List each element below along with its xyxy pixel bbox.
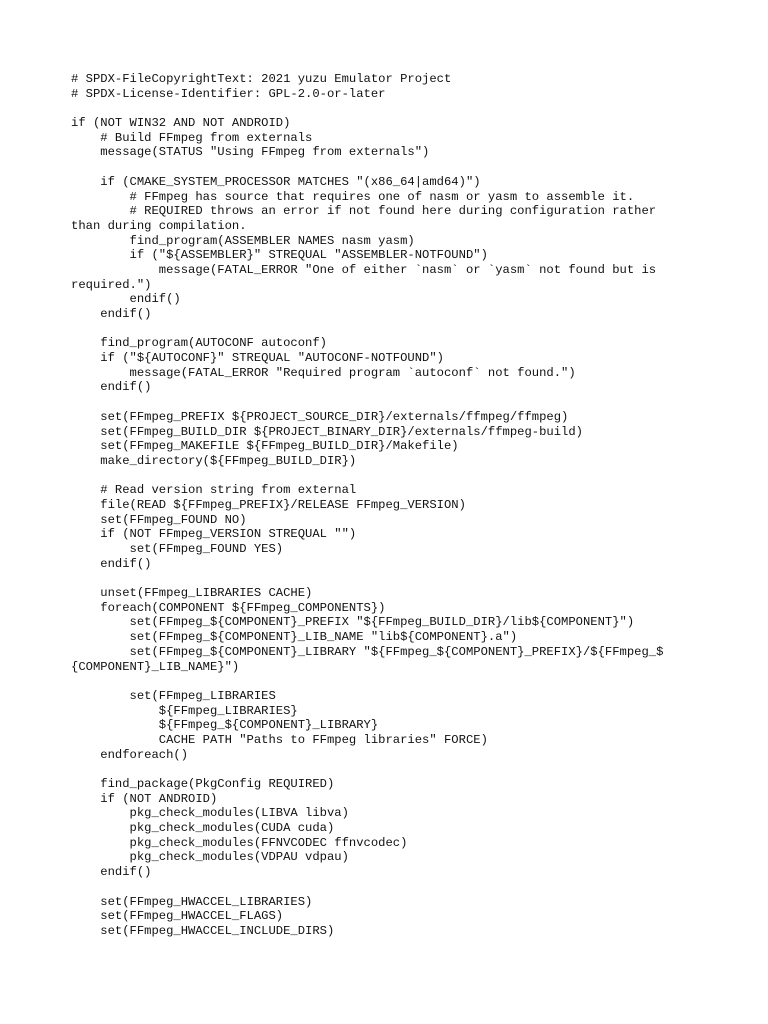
code-line: CACHE PATH "Paths to FFmpeg libraries" FORCE) (71, 732, 488, 747)
code-line: set(FFmpeg_PREFIX ${PROJECT_SOURCE_DIR}/externals/ffmpeg/ffmpeg) (71, 409, 569, 424)
code-line: unset(FFmpeg_LIBRARIES CACHE) (71, 586, 313, 601)
code-line: find_program(ASSEMBLER NAMES nasm yasm) (71, 233, 415, 248)
code-line: endforeach() (71, 747, 189, 762)
code-line: # FFmpeg has source that requires one of nasm or yasm to assemble it. (71, 189, 635, 204)
code-line: ${FFmpeg_LIBRARIES} (71, 703, 298, 718)
code-line: # SPDX-FileCopyrightText: 2021 yuzu Emulator Project (71, 72, 452, 86)
code-line: file(READ ${FFmpeg_PREFIX}/RELEASE FFmpeg_VERSION) (71, 497, 466, 512)
code-line: set(FFmpeg_${COMPONENT}_LIB_NAME "lib${COMPONENT}.a") (71, 630, 518, 645)
code-line (71, 322, 691, 337)
code-line (71, 762, 691, 777)
code-line: if ("${AUTOCONF}" STREQUAL "AUTOCONF-NOTFOUND") (71, 351, 444, 366)
code-line: message(STATUS "Using FFmpeg from externals") (71, 145, 430, 160)
code-line: set(FFmpeg_MAKEFILE ${FFmpeg_BUILD_DIR}/Makefile) (71, 439, 459, 454)
code-line: make_directory(${FFmpeg_BUILD_DIR}) (71, 453, 357, 468)
code-line: if (NOT WIN32 AND NOT ANDROID) (71, 116, 291, 131)
code-line (71, 674, 691, 689)
code-line: message(FATAL_ERROR "One of either `nasm` or `yasm` not found but is (71, 262, 657, 277)
code-line: set(FFmpeg_FOUND YES) (71, 542, 284, 556)
code-line: than during compilation. (71, 218, 247, 233)
code-line: message(FATAL_ERROR "Required program `autoconf` not found.") (71, 365, 576, 380)
code-line: find_program(AUTOCONF autoconf) (71, 336, 327, 351)
code-line: pkg_check_modules(CUDA cuda) (71, 821, 335, 836)
code-line: set(FFmpeg_HWACCEL_INCLUDE_DIRS) (71, 923, 335, 938)
code-line: set(FFmpeg_HWACCEL_LIBRARIES) (71, 894, 313, 909)
code-line: if (CMAKE_SYSTEM_PROCESSOR MATCHES "(x86_64|amd64)") (71, 174, 481, 189)
code-line: ${FFmpeg_${COMPONENT}_LIBRARY} (71, 718, 379, 733)
code-line: endif() (71, 307, 152, 321)
code-listing (71, 72, 691, 939)
code-line: find_package(PkgConfig REQUIRED) (71, 777, 335, 791)
code-line (71, 101, 691, 116)
code-line: endif() (71, 556, 152, 571)
code-line (71, 160, 691, 175)
code-line: set(FFmpeg_HWACCEL_FLAGS) (71, 909, 284, 924)
code-line: if ("${ASSEMBLER}" STREQUAL "ASSEMBLER-NOTFOUND") (71, 248, 488, 263)
code-line: set(FFmpeg_BUILD_DIR ${PROJECT_BINARY_DIR}/externals/ffmpeg-build) (71, 424, 583, 439)
code-line: # SPDX-License-Identifier: GPL-2.0-or-later (71, 86, 386, 101)
code-line: pkg_check_modules(VDPAU vdpau) (71, 850, 349, 865)
code-line: # Read version string from external (71, 483, 357, 498)
code-line (71, 571, 691, 586)
code-line: set(FFmpeg_LIBRARIES (71, 688, 276, 703)
code-line (71, 880, 691, 895)
code-line (71, 395, 691, 410)
code-line: # Build FFmpeg from externals (71, 130, 313, 145)
code-line: if (NOT ANDROID) (71, 791, 218, 806)
code-line: foreach(COMPONENT ${FFmpeg_COMPONENTS}) (71, 600, 386, 615)
code-line: endif() (71, 865, 152, 880)
code-line: set(FFmpeg_${COMPONENT}_LIBRARY "${FFmpeg_${COMPONENT}_PREFIX}/${FFmpeg_$ (71, 644, 664, 659)
code-line: pkg_check_modules(LIBVA libva) (71, 806, 349, 821)
code-line: pkg_check_modules(FFNVCODEC ffnvcodec) (71, 835, 408, 850)
code-line: if (NOT FFmpeg_VERSION STREQUAL "") (71, 527, 357, 542)
code-line (71, 469, 691, 484)
code-line: # REQUIRED throws an error if not found here during configuration rather (71, 204, 657, 219)
code-line: endif() (71, 292, 181, 307)
code-line: required.") (71, 277, 152, 292)
code-line: set(FFmpeg_${COMPONENT}_PREFIX "${FFmpeg_BUILD_DIR}/lib${COMPONENT}") (71, 615, 635, 630)
code-line: set(FFmpeg_FOUND NO) (71, 512, 247, 527)
code-line: {COMPONENT}_LIB_NAME}") (71, 659, 240, 674)
code-line: endif() (71, 380, 152, 395)
